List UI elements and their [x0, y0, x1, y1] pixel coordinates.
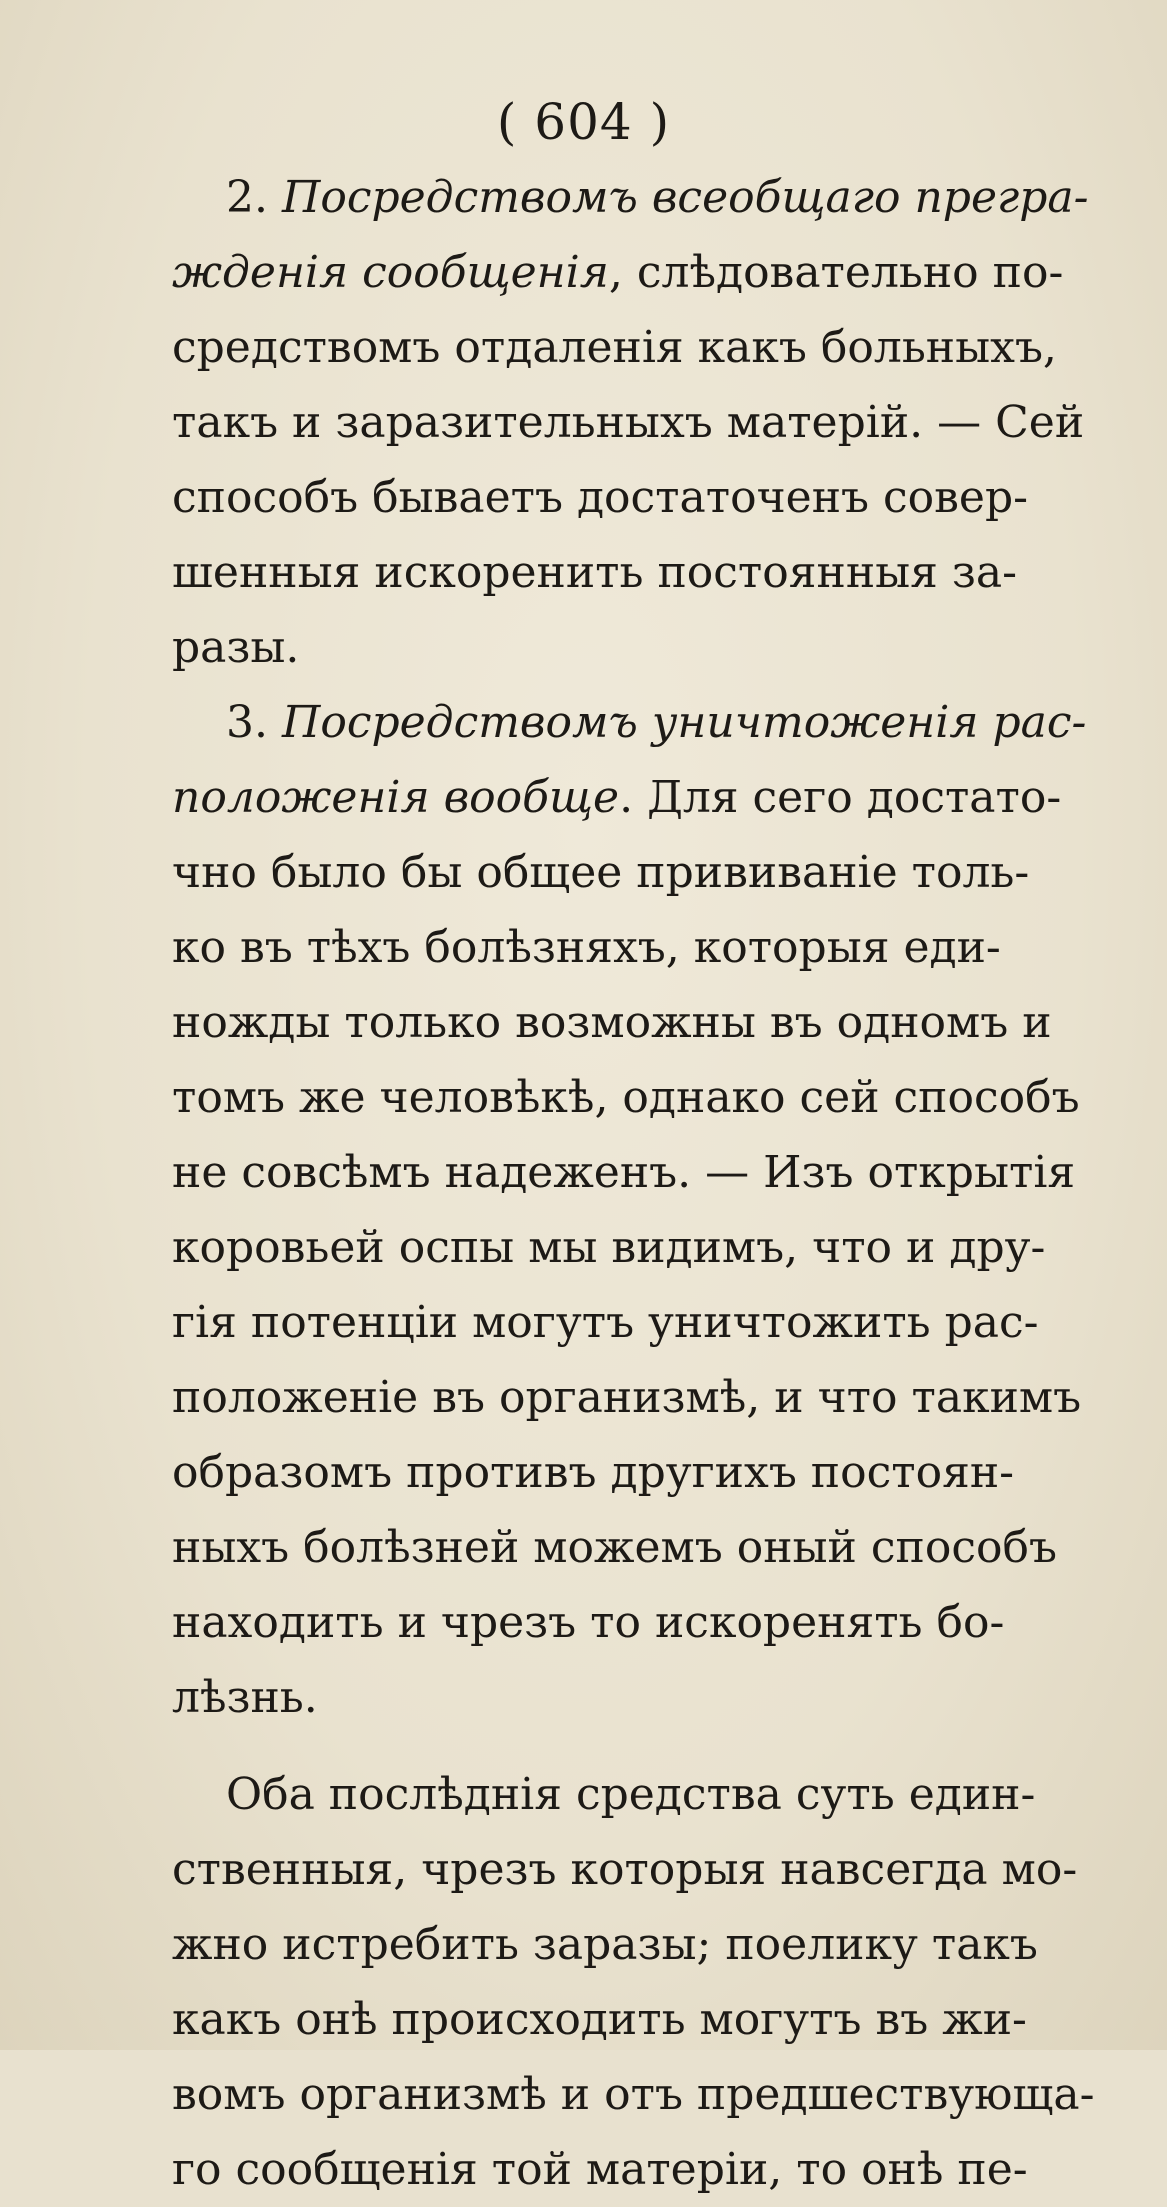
text-line: находить и чрезъ то искоренять бо-: [172, 1597, 1005, 1648]
text-run: . Для сего достато-: [619, 772, 1062, 823]
text-line: средствомъ отдаленія какъ больныхъ,: [172, 322, 1057, 373]
text-run: , слѣдовательно по-: [608, 247, 1064, 298]
text-line: томъ же человѣкѣ, однако сей способъ: [172, 1072, 1080, 1123]
page-number: ( 604 ): [496, 93, 671, 151]
text-line: лѣзнь.: [172, 1672, 318, 1723]
text-line: гія потенціи могутъ уничтожить рас-: [172, 1297, 1039, 1348]
text-line: [172, 235, 1072, 310]
text-line: жно истребить заразы; поелику такъ: [172, 1919, 1038, 1970]
text-line: [172, 160, 1089, 235]
text-line: разы.: [172, 622, 300, 673]
text-line: не совсѣмъ надеженъ. — Изъ открытія: [172, 1147, 1076, 1198]
text-line: способъ бываетъ достаточенъ совер-: [172, 472, 1028, 523]
text-line: какъ онѣ происходить могутъ въ жи-: [172, 1994, 1027, 2045]
italic-heading: Посредствомъ уничтоженія рас-: [281, 697, 1087, 748]
text-line: чно было бы общее прививаніе толь-: [172, 847, 1030, 898]
text-line: ножды только возможны въ одномъ и: [172, 997, 1052, 1048]
text-line: положеніе въ организмѣ, и что такимъ: [172, 1372, 1082, 1423]
body-text: [172, 160, 1095, 2207]
text-line: ко въ тѣхъ болѣзняхъ, которыя еди-: [172, 922, 1001, 973]
paragraph-3: [172, 685, 1087, 1735]
item-number: 3.: [226, 697, 282, 748]
text-line: шенныя искоренить постоянныя за-: [172, 547, 1018, 598]
text-line: [172, 685, 1087, 760]
paragraph-conclusion: [172, 1757, 1095, 2207]
text-line: такъ и заразительныхъ матерій. — Сей: [172, 397, 1085, 448]
paragraph-2: [172, 160, 1089, 685]
item-number: 2.: [226, 172, 282, 223]
paragraph-gap: [172, 1735, 1072, 1757]
text-line: коровьей оспы мы видимъ, что и дру-: [172, 1222, 1046, 1273]
text-line: ныхъ болѣзней можемъ оный способъ: [172, 1522, 1057, 1573]
italic-heading: Посредствомъ всеобщаго прегра-: [281, 172, 1089, 223]
text-line: го сообщенія той матеріи, то онѣ пе-: [172, 2144, 1028, 2195]
text-line: вомъ организмѣ и отъ предшествующа-: [172, 2069, 1095, 2120]
text-line: Оба послѣднія средства суть един-: [226, 1769, 1036, 1820]
text-line: образомъ противъ другихъ постоян-: [172, 1447, 1015, 1498]
text-line: [172, 760, 1072, 835]
italic-heading: положенія вообще: [172, 772, 620, 823]
text-line: ственныя, чрезъ которыя навсегда мо-: [172, 1844, 1078, 1895]
italic-heading: жденія сообщенія: [172, 247, 609, 298]
